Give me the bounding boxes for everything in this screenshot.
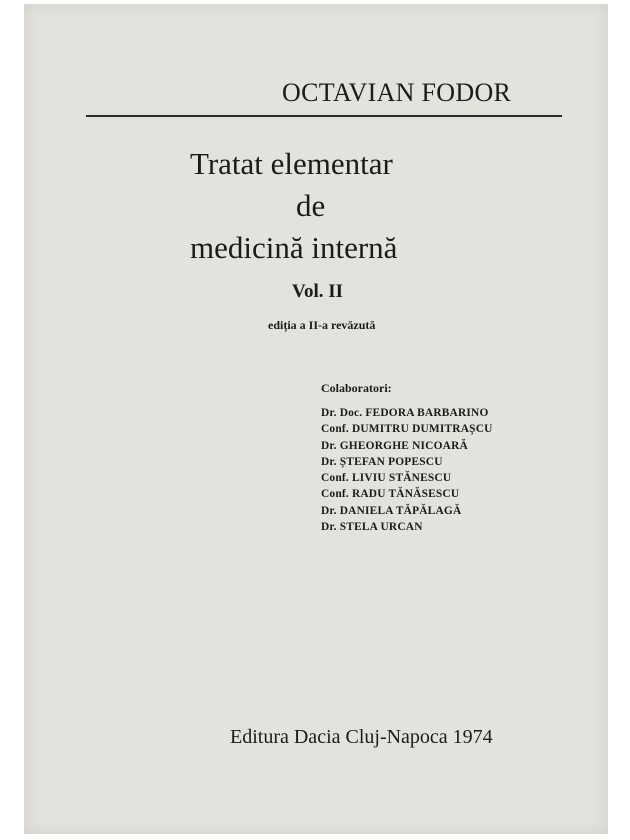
collaborators-heading: Colaboratori: (321, 381, 392, 395)
collaborator-item: Dr. Doc. FEDORA BARBARINO (321, 407, 489, 419)
collaborator-item: Conf. DUMITRU DUMITRAȘCU (321, 423, 493, 436)
author-name: OCTAVIAN FODOR (282, 78, 512, 107)
divider-rule (86, 115, 562, 117)
collaborator-item: Dr. ȘTEFAN POPESCU (321, 455, 443, 468)
collaborators-list (321, 405, 493, 535)
collaborator-item: Conf. RADU TĂNĂSESCU (321, 488, 460, 501)
title-line-2: de (296, 188, 326, 223)
collaborator-item: Dr. DANIELA TĂPĂLAGĂ (321, 504, 462, 517)
edition-label: ediția a II-a revăzută (268, 318, 376, 332)
title-page (24, 4, 608, 834)
publisher-line: Editura Dacia Cluj-Napoca 1974 (230, 726, 493, 748)
title-line-1: Tratat elementar (190, 146, 393, 181)
title-line-3: medicină internă (190, 230, 398, 265)
volume-label: Vol. II (292, 281, 344, 302)
collaborator-item: Conf. LIVIU STĂNESCU (321, 472, 452, 485)
collaborator-item: Dr. STELA URCAN (321, 521, 423, 534)
collaborator-item: Dr. GHEORGHE NICOARĂ (321, 439, 468, 452)
